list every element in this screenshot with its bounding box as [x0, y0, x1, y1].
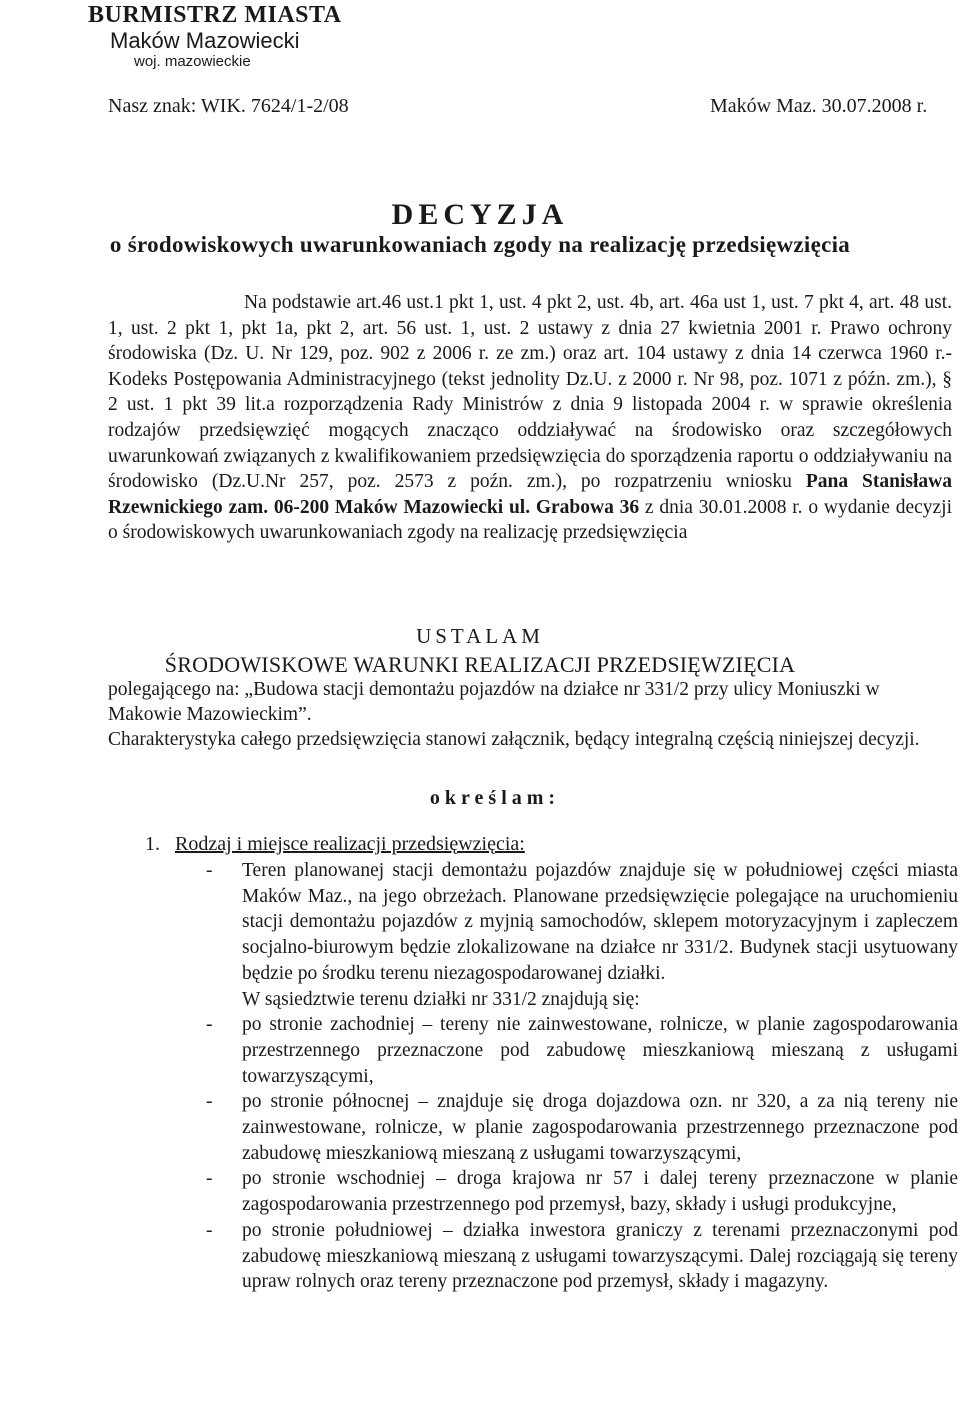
attachment-note-paragraph: Charakterystyka całego przedsięwzięcia stanowi załącznik, będący integralną częścią niniejszej decyzji. — [108, 729, 920, 750]
section-title: Rodzaj i miejsce realizacji przedsięwzięcia: — [175, 833, 525, 855]
reference-number: Nasz znak: WIK. 7624/1-2/08 — [108, 95, 349, 117]
list-item-text: po stronie zachodniej – tereny nie zainwestowane, rolnicze, w planie zagospodarowania przestrzennego przeznaczone pod zabudowę mieszkaniową mieszaną z usługami towarzyszącymi, — [242, 1014, 958, 1087]
section-1-heading — [145, 833, 525, 856]
issuer-header — [88, 2, 342, 70]
project-name-paragraph: polegającego na: „Budowa stacji demontażu pojazdów na działce nr 331/2 przy ulicy Moniuszki w Makowie Mazowieckim”. — [108, 679, 880, 725]
project-description — [108, 677, 952, 752]
issuer-voivodeship: woj. mazowieckie — [134, 53, 251, 70]
place-date: Maków Maz. 30.07.2008 r. — [710, 95, 928, 117]
list-item — [206, 1218, 958, 1295]
document-subtitle: o środowiskowych uwarunkowaniach zgody na realizację przedsięwzięcia — [109, 232, 851, 257]
ustalam-heading: USTALAM — [416, 624, 544, 648]
application-date-text: z dnia 30.01.2008 r. o wydanie decyzji o środowiskowych uwarunkowaniach zgody na realizację przedsięwzięcia — [108, 496, 952, 544]
list-item-text: po stronie południowej – działka inwestora graniczy z terenami przeznaczonymi pod zabudowę mieszkaniową mieszaną z usługami towarzyszącymi. Dalej rozciągają się tereny upraw rolnych oraz tereny przeznaczone pod przemysł, składy i magazyny. — [242, 1219, 958, 1293]
bullet-dash: - — [206, 860, 213, 881]
list-item-text: Teren planowanej stacji demontażu pojazdów znajduje się w południowej części miasta Maków Maz., na jego obrzeżach. Planowane przedsięwzięcie polegające na uruchomieniu stacji demontażu pojazdów z myjnią samochodów, sklepem motoryzacyjnym i zapleczem socjalno-biurowym będzie zlokalizowane na działce nr 331/2. Budynek stacji usytuowany będzie po środku terenu niezagospodarowanej działki. — [242, 860, 958, 984]
bullet-dash: - — [206, 1168, 213, 1190]
list-item — [206, 1166, 958, 1217]
list-item — [206, 1089, 958, 1166]
neighbourhood-intro: W sąsiedztwie terenu działki nr 331/2 znajdują się: — [242, 988, 640, 1010]
issuer-title: BURMISTRZ MIASTA — [88, 2, 342, 28]
document-title: DECYZJA — [391, 198, 569, 231]
applicant-name: Pana Stanisława Rzewnickiego zam. 06-200 Maków Mazowiecki ul. Grabowa 36 — [108, 471, 953, 518]
issuer-town: Maków Mazowiecki — [110, 28, 300, 53]
bullet-dash: - — [206, 1014, 213, 1036]
list-item — [206, 858, 958, 987]
section-number: 1. — [145, 833, 160, 855]
conditions-heading: ŚRODOWISKOWE WARUNKI REALIZACJI PRZEDSIĘWZIĘCIA — [164, 652, 796, 677]
list-item — [206, 1012, 958, 1089]
okreslam-heading: określam: — [429, 787, 561, 809]
list-item-text: po stronie wschodniej – droga krajowa nr 57 i dalej tereny przeznaczone w planie zagospodarowania przestrzennego pod przemysł, bazy, składy i usługi produkcyjne, — [242, 1168, 958, 1216]
section-1-list — [206, 858, 958, 1295]
bullet-dash: - — [206, 1219, 213, 1241]
legal-basis-text: Na podstawie art.46 ust.1 pkt 1, ust. 4 pkt 2, ust. 4b, art. 46a ust 1, ust. 7 pkt 4, art. 48 ust. 1, ust. 2 pkt 1, pkt 1a, pkt 2, art. 56 ust. 1, ust. 2 ustawy z dnia 27 kwietnia 2001 r. Prawo ochrony środowiska (Dz. U. Nr 129, poz. 902 z 2006 r. ze zm.) oraz art. 104 ustawy z dnia 14 czerwca 1960 r.- Kodeks Postępowania Administracyjnego (tekst jednolity Dz.U. z 2000 r. Nr 98, poz. 1071 z późn. zm.), § 2 ust. 1 pkt 39 lit.a rozporządzenia Rady Ministrów z dnia 9 listopada 2004 r. w sprawie określenia rodzajów przedsięwzięć mogących znacząco oddziaływać na środowisko oraz szczegółowych uwarunkowań związanych z kwalifikowaniem przedsięwzięcia do sporządzenia raportu o oddziaływaniu na środowisko (Dz.U.Nr 257, poz. 2573 z poźn. zm.), po rozpatrzeniu wniosku — [108, 292, 952, 493]
list-item-text: po stronie północnej – znajduje się droga dojazdowa ozn. nr 320, a za nią tereny nie zainwestowane, rolnicze, w planie zagospodarowania przestrzennego przeznaczone pod zabudowę mieszkaniową mieszaną z usługami towarzyszącymi, — [242, 1091, 958, 1164]
legal-basis-paragraph — [108, 290, 952, 546]
bullet-dash: - — [206, 1091, 213, 1113]
